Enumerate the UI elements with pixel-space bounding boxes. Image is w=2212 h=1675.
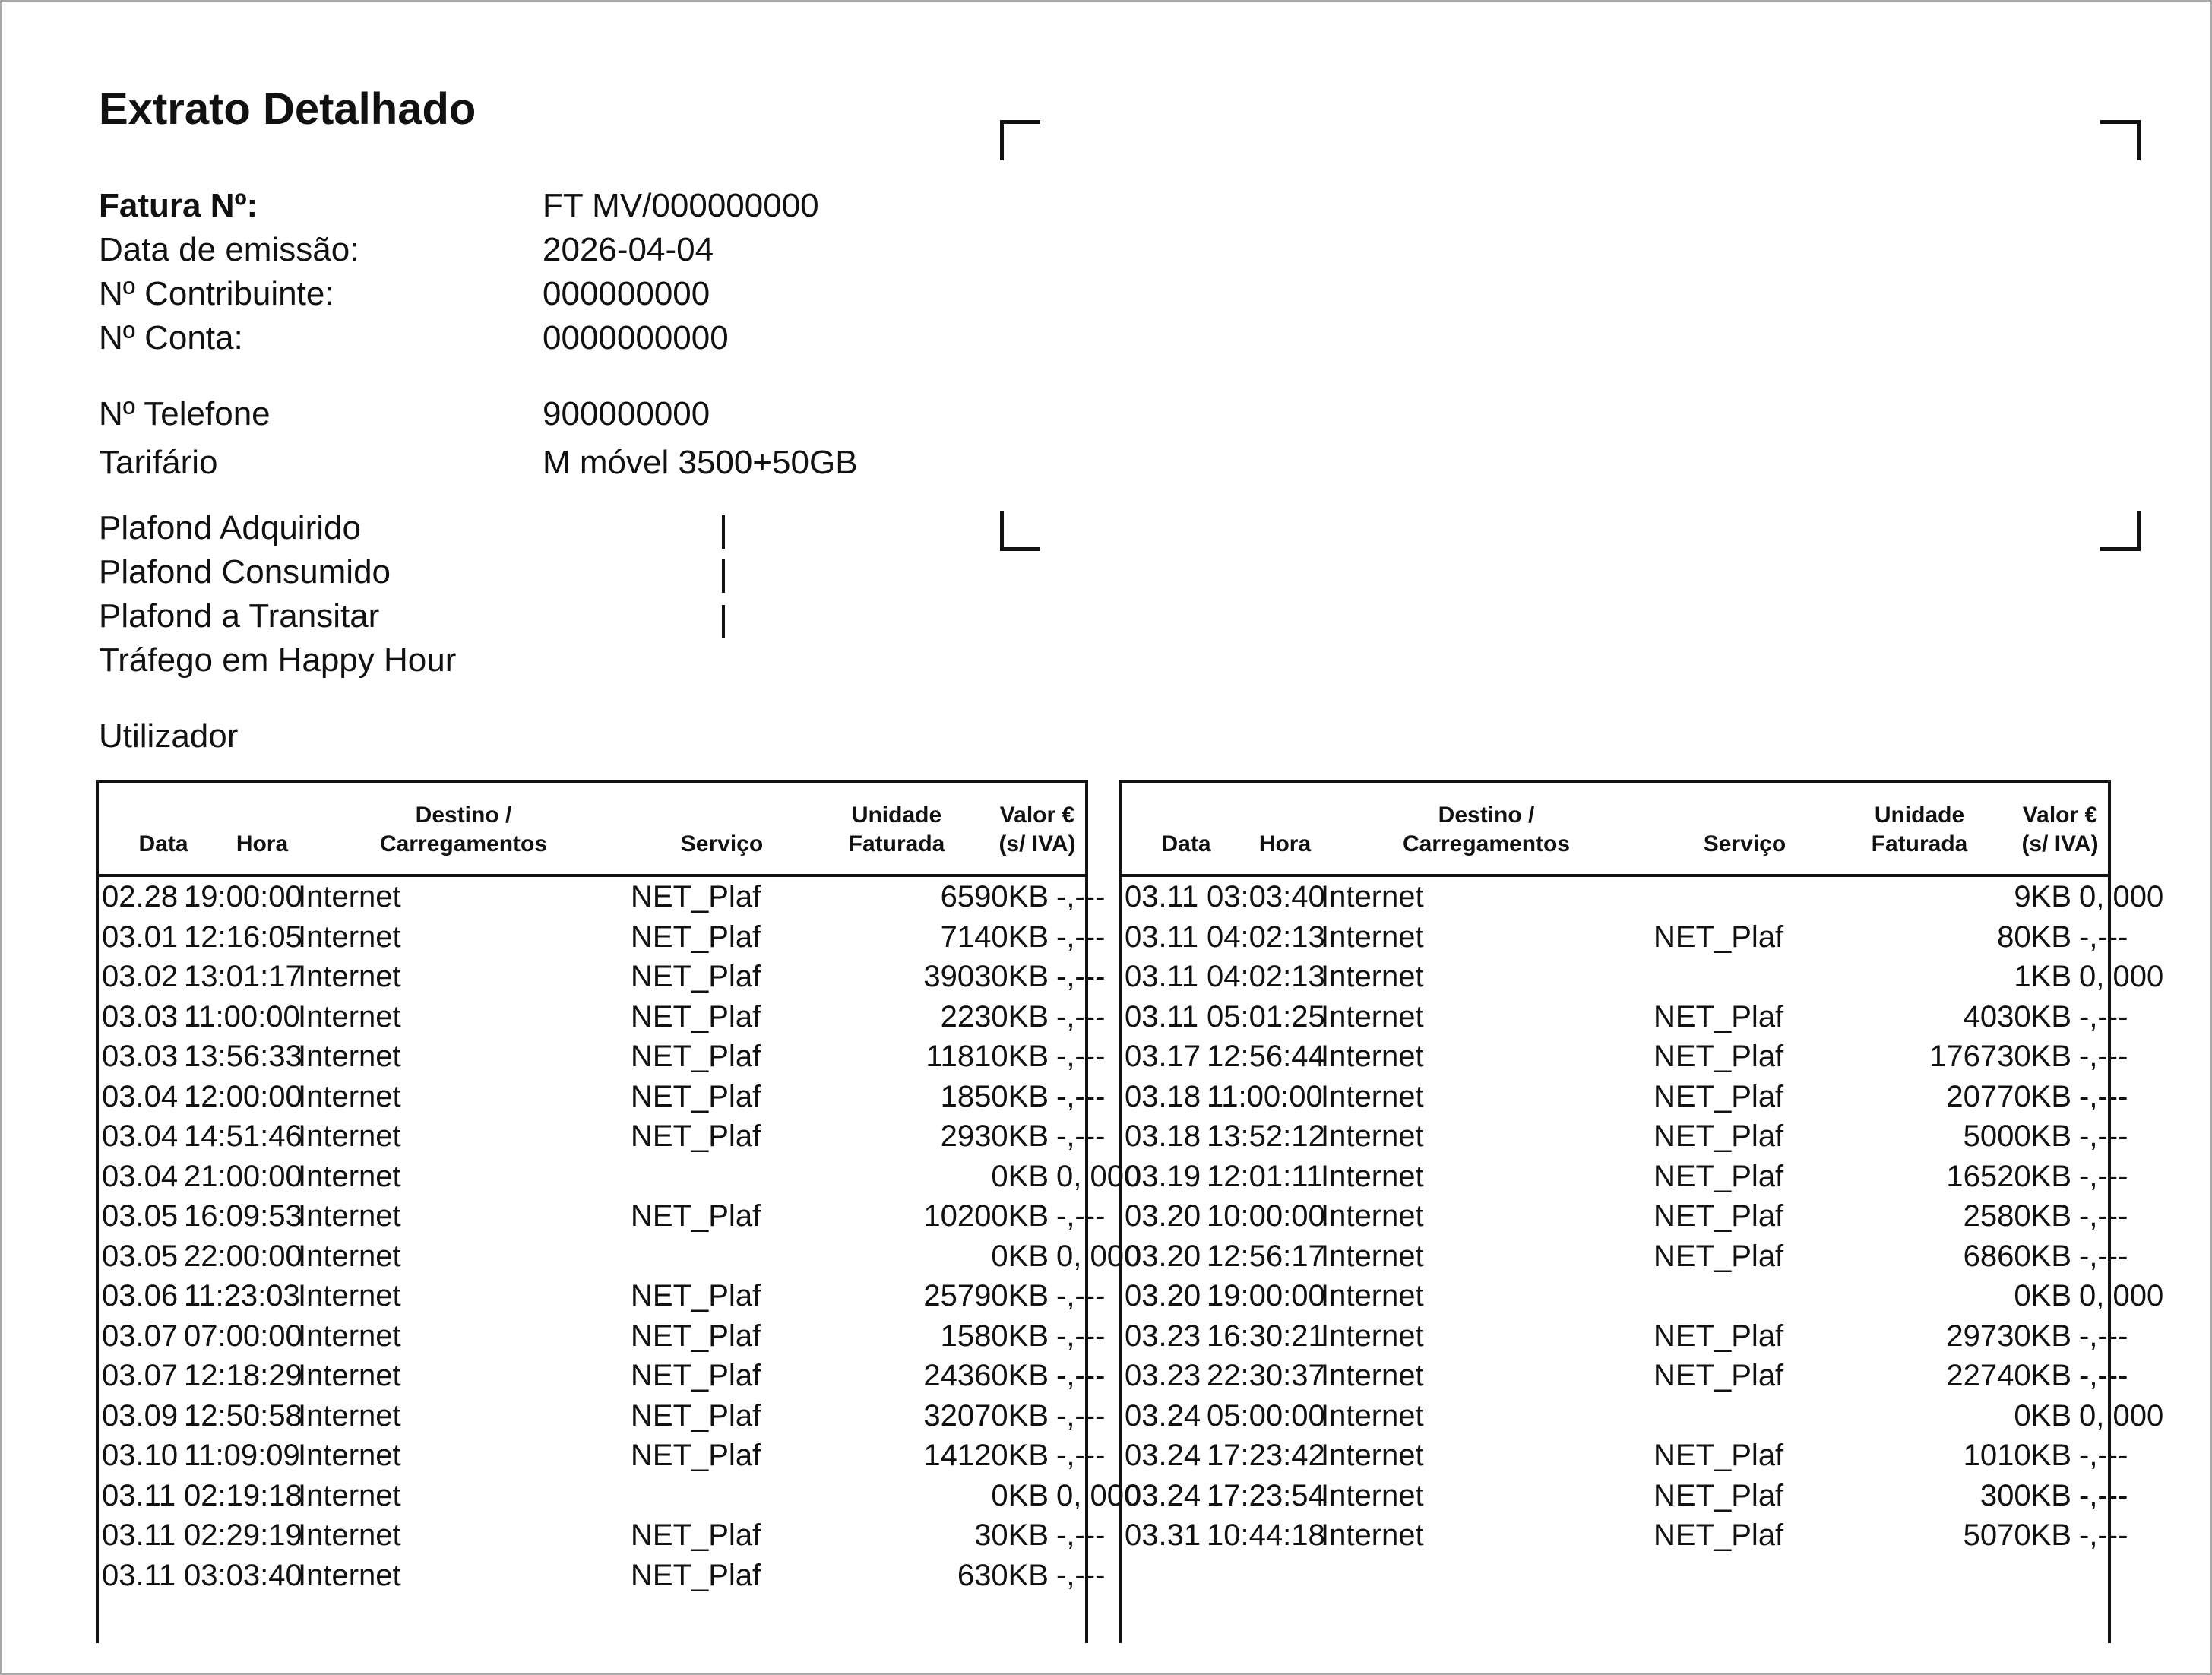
row-time: 05:01:25 <box>1207 999 1325 1034</box>
header-value-line2: (s/ IVA) <box>998 831 1076 856</box>
row-value: -,--- <box>1056 1319 1106 1353</box>
row-time: 19:00:00 <box>184 880 302 913</box>
row-value: -,--- <box>2079 1199 2128 1233</box>
table-row <box>99 1236 1141 1277</box>
header-value <box>2011 801 2109 859</box>
row-destination: Internet <box>1321 1199 1424 1233</box>
row-time: 12:50:58 <box>184 1398 302 1433</box>
table-row <box>99 957 1106 997</box>
row-time: 11:23:03 <box>184 1279 300 1312</box>
row-destination: Internet <box>1321 1319 1424 1353</box>
row-time: 11:00:00 <box>184 999 300 1034</box>
row-service: NET_Plaf <box>1653 1359 1784 1392</box>
row-destination: Internet <box>1321 1279 1424 1312</box>
row-service: NET_Plaf <box>1653 1239 1784 1273</box>
row-destination: Internet <box>298 1199 401 1233</box>
row-value: -,--- <box>1056 1199 1106 1233</box>
row-unit: 630KB <box>957 1558 1049 1592</box>
row-value: -,--- <box>1056 1040 1106 1073</box>
table-row <box>1122 1037 2128 1077</box>
header-destination <box>1372 801 1600 859</box>
row-date: 03.04 <box>102 1159 179 1193</box>
taxpayer-label: Nº Contribuinte: <box>99 275 334 312</box>
row-date: 03.03 <box>102 1040 179 1073</box>
table-body <box>1122 877 2164 1556</box>
row-destination: Internet <box>298 1239 401 1273</box>
header-service: Serviço <box>680 831 764 856</box>
row-time: 17:23:42 <box>1207 1439 1325 1472</box>
row-value: -,--- <box>2079 1119 2128 1153</box>
header-service: Serviço <box>1703 831 1786 856</box>
row-service: NET_Plaf <box>1653 1079 1784 1113</box>
row-service: NET_Plaf <box>1653 920 1784 954</box>
qr-frame-corner-top-right <box>2100 120 2141 160</box>
row-destination: Internet <box>1321 1079 1424 1113</box>
qr-frame-corner-bottom-left <box>1000 511 1040 551</box>
row-time: 17:23:54 <box>1207 1478 1325 1512</box>
header-value-line2: (s/ IVA) <box>2021 831 2099 856</box>
row-time: 12:56:17 <box>1207 1239 1325 1273</box>
row-date: 03.10 <box>102 1439 179 1472</box>
row-unit: 80KB <box>1997 920 2071 954</box>
table-row <box>1122 1276 2164 1316</box>
plafond-consumed-label: Plafond Consumido <box>99 553 391 591</box>
row-unit: 0KB <box>991 1159 1049 1193</box>
invoice-number-label: Fatura Nº: <box>99 187 258 224</box>
row-time: 12:00:00 <box>184 1079 302 1113</box>
row-unit: 30KB <box>974 1518 1049 1552</box>
header-value-line1: Valor € <box>999 803 1075 828</box>
row-unit: 9KB <box>2014 880 2071 913</box>
row-date: 03.24 <box>1125 1478 1201 1512</box>
header-value-line1: Valor € <box>2022 803 2098 828</box>
row-service: NET_Plaf <box>631 1359 761 1392</box>
row-time: 03:03:40 <box>184 1558 302 1592</box>
row-value: -,--- <box>1056 1359 1106 1392</box>
table-row <box>99 1276 1106 1316</box>
header-destination-line1: Destino / <box>1438 803 1535 828</box>
table-row <box>99 1157 1141 1197</box>
row-destination: Internet <box>1321 1398 1424 1433</box>
row-time: 12:56:44 <box>1207 1040 1325 1073</box>
row-destination: Internet <box>298 1319 401 1353</box>
row-time: 11:09:09 <box>184 1439 300 1472</box>
row-service: NET_Plaf <box>631 1119 761 1153</box>
row-service: NET_Plaf <box>1653 1478 1784 1512</box>
row-date: 03.24 <box>1125 1439 1201 1472</box>
table-row <box>99 1077 1106 1117</box>
header-date: Data <box>138 831 188 856</box>
row-value: -,--- <box>1056 999 1106 1034</box>
table-row <box>1122 1157 2128 1197</box>
row-time: 12:01:11 <box>1207 1159 1323 1193</box>
row-unit: 14120KB <box>923 1439 1049 1472</box>
row-date: 03.02 <box>102 960 179 993</box>
table-row <box>1122 1476 2128 1516</box>
row-date: 03.20 <box>1125 1199 1201 1233</box>
header-unit <box>1843 801 1995 859</box>
table-row <box>99 877 1106 917</box>
table-row <box>99 1476 1141 1516</box>
row-value: -,--- <box>2079 920 2128 954</box>
row-unit: 39030KB <box>923 960 1049 993</box>
phone-value: 900000000 <box>543 395 710 432</box>
row-unit: 2230KB <box>940 999 1049 1034</box>
row-time: 14:51:46 <box>184 1119 302 1153</box>
table-row <box>1122 1077 2128 1117</box>
row-unit: 29730KB <box>1946 1319 2071 1353</box>
row-destination: Internet <box>1321 960 1424 993</box>
row-value: 0, 000 <box>2079 1279 2164 1312</box>
table-header <box>1122 783 2108 877</box>
row-time: 03:03:40 <box>1207 880 1325 913</box>
row-time: 12:16:05 <box>184 920 302 954</box>
table-row <box>99 1116 1106 1157</box>
header-value <box>988 801 1087 859</box>
plafond-consumed-marker <box>722 559 725 593</box>
row-date: 03.11 <box>102 1478 176 1512</box>
row-value: 0, 000 <box>2079 1398 2164 1433</box>
row-unit: 1KB <box>2014 960 2071 993</box>
row-destination: Internet <box>1321 1040 1424 1073</box>
row-unit: 0KB <box>2014 1279 2071 1312</box>
row-unit: 5000KB <box>1963 1119 2071 1153</box>
table-row <box>99 997 1106 1037</box>
row-value: 0, 000 <box>2079 960 2164 993</box>
table-body <box>99 877 1141 1595</box>
row-service: NET_Plaf <box>1653 1199 1784 1233</box>
row-time: 11:00:00 <box>1207 1079 1323 1113</box>
row-unit: 4030KB <box>1963 999 2071 1034</box>
row-service: NET_Plaf <box>1653 1439 1784 1472</box>
table-row <box>1122 1396 2164 1436</box>
row-date: 03.23 <box>1125 1359 1201 1392</box>
row-time: 16:30:21 <box>1207 1319 1325 1353</box>
row-date: 03.06 <box>102 1279 179 1312</box>
row-service: NET_Plaf <box>631 1279 761 1312</box>
row-date: 03.19 <box>1125 1159 1201 1193</box>
row-value: -,--- <box>1056 1439 1106 1472</box>
account-value: 0000000000 <box>543 319 729 356</box>
row-value: -,--- <box>2079 1239 2128 1273</box>
row-date: 03.04 <box>102 1079 179 1113</box>
row-value: -,--- <box>1056 1119 1106 1153</box>
row-value: 0, 000 <box>1056 1478 1141 1512</box>
header-date: Data <box>1161 831 1211 856</box>
table-row <box>1122 1116 2128 1157</box>
row-date: 03.09 <box>102 1398 179 1433</box>
row-destination: Internet <box>298 920 401 954</box>
row-destination: Internet <box>298 1079 401 1113</box>
row-date: 03.18 <box>1125 1119 1201 1153</box>
table-row <box>99 1316 1106 1357</box>
table-row <box>99 1515 1106 1556</box>
header-unit-line1: Unidade <box>1874 803 1965 828</box>
row-service: NET_Plaf <box>1653 1159 1784 1193</box>
row-destination: Internet <box>298 1159 401 1193</box>
row-service: NET_Plaf <box>631 1518 761 1552</box>
user-label: Utilizador <box>99 717 239 755</box>
row-service: NET_Plaf <box>1653 1040 1784 1073</box>
row-service: NET_Plaf <box>1653 1119 1784 1153</box>
header-destination <box>350 801 578 859</box>
tariff-label: Tarifário <box>99 444 218 481</box>
row-value: -,--- <box>2079 999 2128 1034</box>
table-row <box>1122 1196 2128 1236</box>
row-unit: 2930KB <box>940 1119 1049 1153</box>
row-date: 03.17 <box>1125 1040 1201 1073</box>
row-date: 03.20 <box>1125 1279 1201 1312</box>
table-row <box>99 1556 1106 1596</box>
row-time: 16:09:53 <box>184 1199 302 1233</box>
row-value: -,--- <box>2079 1079 2128 1113</box>
row-date: 03.23 <box>1125 1319 1201 1353</box>
row-unit: 1850KB <box>940 1079 1049 1113</box>
row-service: NET_Plaf <box>1653 1518 1784 1552</box>
row-unit: 20770KB <box>1946 1079 2071 1113</box>
header-unit <box>821 801 973 859</box>
row-time: 19:00:00 <box>1207 1279 1325 1312</box>
row-service: NET_Plaf <box>1653 999 1784 1034</box>
row-value: -,--- <box>2079 1359 2128 1392</box>
usage-table-left <box>96 780 1141 1643</box>
row-destination: Internet <box>1321 1439 1424 1472</box>
row-unit: 0KB <box>991 1478 1049 1512</box>
table-row <box>1122 1316 2128 1357</box>
row-date: 02.28 <box>102 880 179 913</box>
row-service: NET_Plaf <box>631 920 761 954</box>
taxpayer-value: 000000000 <box>543 275 710 312</box>
row-unit: 16520KB <box>1946 1159 2071 1193</box>
row-date: 03.04 <box>102 1119 179 1153</box>
row-unit: 24360KB <box>923 1359 1049 1392</box>
row-service: NET_Plaf <box>631 880 761 913</box>
row-date: 03.07 <box>102 1319 179 1353</box>
header-destination-line2: Carregamentos <box>379 831 548 856</box>
row-unit: 5070KB <box>1963 1518 2071 1552</box>
row-destination: Internet <box>298 1558 401 1592</box>
phone-label: Nº Telefone <box>99 395 271 432</box>
row-value: -,--- <box>2079 1439 2128 1472</box>
row-service: NET_Plaf <box>1653 1319 1784 1353</box>
row-date: 03.31 <box>1125 1518 1201 1552</box>
header-time: Hora <box>236 831 289 856</box>
plafond-acquired-marker <box>722 515 725 549</box>
row-date: 03.07 <box>102 1359 179 1392</box>
row-unit: 6860KB <box>1963 1239 2071 1273</box>
row-value: -,--- <box>1056 1398 1106 1433</box>
header-unit-line2: Faturada <box>848 831 945 856</box>
row-service: NET_Plaf <box>631 1439 761 1472</box>
row-destination: Internet <box>1321 999 1424 1034</box>
row-value: -,--- <box>2079 1518 2128 1552</box>
row-date: 03.05 <box>102 1199 179 1233</box>
row-time: 22:00:00 <box>184 1239 302 1273</box>
row-time: 13:56:33 <box>184 1040 302 1073</box>
row-unit: 176730KB <box>1929 1040 2071 1073</box>
table-row <box>1122 957 2164 997</box>
table-row <box>1122 1236 2128 1277</box>
table-row <box>99 1396 1106 1436</box>
row-unit: 0KB <box>991 1239 1049 1273</box>
row-time: 22:30:37 <box>1207 1359 1325 1392</box>
row-value: -,--- <box>2079 1159 2128 1193</box>
row-service: NET_Plaf <box>631 960 761 993</box>
row-service: NET_Plaf <box>631 1398 761 1433</box>
account-label: Nº Conta: <box>99 319 243 356</box>
table-row <box>1122 917 2128 958</box>
row-date: 03.11 <box>1125 920 1199 954</box>
row-date: 03.11 <box>1125 880 1199 913</box>
row-destination: Internet <box>298 1040 401 1073</box>
row-unit: 300KB <box>1979 1478 2071 1512</box>
table-row <box>1122 1356 2128 1396</box>
usage-table-right <box>1119 780 2164 1643</box>
row-unit: 0KB <box>2014 1398 2071 1433</box>
row-date: 03.05 <box>102 1239 179 1273</box>
row-destination: Internet <box>298 1518 401 1552</box>
row-unit: 32070KB <box>923 1398 1049 1433</box>
row-destination: Internet <box>298 1119 401 1153</box>
table-row <box>1122 1515 2128 1556</box>
header-destination-line1: Destino / <box>415 803 512 828</box>
row-service: NET_Plaf <box>631 999 761 1034</box>
table-row <box>99 1037 1106 1077</box>
row-destination: Internet <box>1321 1518 1424 1552</box>
row-time: 13:01:17 <box>184 960 302 993</box>
qr-frame-corner-top-left <box>1000 120 1040 160</box>
row-destination: Internet <box>298 1439 401 1472</box>
row-time: 05:00:00 <box>1207 1398 1325 1433</box>
row-unit: 22740KB <box>1946 1359 2071 1392</box>
row-time: 21:00:00 <box>184 1159 302 1193</box>
row-value: -,--- <box>1056 920 1106 954</box>
row-destination: Internet <box>298 1478 401 1512</box>
row-destination: Internet <box>1321 1359 1424 1392</box>
row-date: 03.11 <box>1125 960 1199 993</box>
header-unit-line2: Faturada <box>1871 831 1968 856</box>
row-destination: Internet <box>298 999 401 1034</box>
row-service: NET_Plaf <box>631 1040 761 1073</box>
row-value: -,--- <box>1056 960 1106 993</box>
row-unit: 25790KB <box>923 1279 1049 1312</box>
row-time: 10:00:00 <box>1207 1199 1325 1233</box>
row-value: 0, 000 <box>1056 1239 1141 1273</box>
row-value: 0, 000 <box>1056 1159 1141 1193</box>
header-unit-line1: Unidade <box>851 803 942 828</box>
row-value: -,--- <box>2079 1319 2128 1353</box>
table-row <box>99 1436 1106 1476</box>
row-value: -,--- <box>1056 880 1106 913</box>
happy-hour-label: Tráfego em Happy Hour <box>99 641 457 679</box>
row-service: NET_Plaf <box>631 1199 761 1233</box>
qr-frame-corner-bottom-right <box>2100 511 2141 551</box>
row-value: -,--- <box>1056 1079 1106 1113</box>
row-destination: Internet <box>1321 1159 1424 1193</box>
plafond-info <box>99 506 456 682</box>
row-service: NET_Plaf <box>631 1319 761 1353</box>
row-unit: 10200KB <box>923 1199 1049 1233</box>
row-destination: Internet <box>1321 1478 1424 1512</box>
row-value: -,--- <box>1056 1279 1106 1312</box>
row-date: 03.01 <box>102 920 179 954</box>
row-destination: Internet <box>298 880 401 913</box>
row-time: 13:52:12 <box>1207 1119 1325 1153</box>
header-destination-line2: Carregamentos <box>1402 831 1571 856</box>
table-row <box>1122 1436 2128 1476</box>
row-destination: Internet <box>298 1398 401 1433</box>
row-destination: Internet <box>298 1279 401 1312</box>
row-destination: Internet <box>1321 880 1424 913</box>
tariff-value: M móvel 3500+50GB <box>543 444 858 481</box>
table-row <box>1122 997 2128 1037</box>
row-date: 03.11 <box>1125 999 1199 1034</box>
row-service: NET_Plaf <box>631 1079 761 1113</box>
row-time: 10:44:18 <box>1207 1518 1325 1552</box>
invoice-number-value: FT MV/000000000 <box>543 187 819 224</box>
table-row <box>99 1196 1106 1236</box>
row-unit: 2580KB <box>1963 1199 2071 1233</box>
plafond-transit-label: Plafond a Transitar <box>99 597 380 635</box>
row-unit: 11810KB <box>926 1040 1049 1073</box>
row-time: 07:00:00 <box>184 1319 302 1353</box>
row-value: -,--- <box>2079 1040 2128 1073</box>
row-unit: 1010KB <box>1963 1439 2071 1472</box>
row-date: 03.11 <box>102 1518 176 1552</box>
row-value: -,--- <box>1056 1558 1106 1592</box>
table-header <box>99 783 1085 877</box>
row-destination: Internet <box>1321 1119 1424 1153</box>
row-date: 03.03 <box>102 999 179 1034</box>
row-destination: Internet <box>1321 1239 1424 1273</box>
table-row <box>99 1356 1106 1396</box>
row-date: 03.11 <box>102 1558 176 1592</box>
row-time: 04:02:13 <box>1207 920 1325 954</box>
row-value: -,--- <box>1056 1518 1106 1552</box>
row-destination: Internet <box>298 960 401 993</box>
page-title: Extrato Detalhado <box>99 84 476 134</box>
row-time: 02:19:18 <box>184 1478 302 1512</box>
row-time: 12:18:29 <box>184 1359 302 1392</box>
row-unit: 6590KB <box>940 880 1049 913</box>
row-date: 03.20 <box>1125 1239 1201 1273</box>
row-date: 03.18 <box>1125 1079 1201 1113</box>
header-time: Hora <box>1258 831 1312 856</box>
table-row <box>1122 877 2164 917</box>
row-unit: 1580KB <box>940 1319 1049 1353</box>
plafond-acquired-label: Plafond Adquirido <box>99 509 361 546</box>
row-time: 02:29:19 <box>184 1518 302 1552</box>
row-time: 04:02:13 <box>1207 960 1325 993</box>
row-value: 0, 000 <box>2079 880 2164 913</box>
issue-date-label: Data de emissão: <box>99 231 359 268</box>
issue-date-value: 2026-04-04 <box>543 231 714 268</box>
plafond-transit-marker <box>722 605 725 638</box>
row-destination: Internet <box>1321 920 1424 954</box>
table-row <box>99 917 1106 958</box>
row-unit: 7140KB <box>940 920 1049 954</box>
row-service: NET_Plaf <box>631 1558 761 1592</box>
row-date: 03.24 <box>1125 1398 1201 1433</box>
row-destination: Internet <box>298 1359 401 1392</box>
row-value: -,--- <box>2079 1478 2128 1512</box>
